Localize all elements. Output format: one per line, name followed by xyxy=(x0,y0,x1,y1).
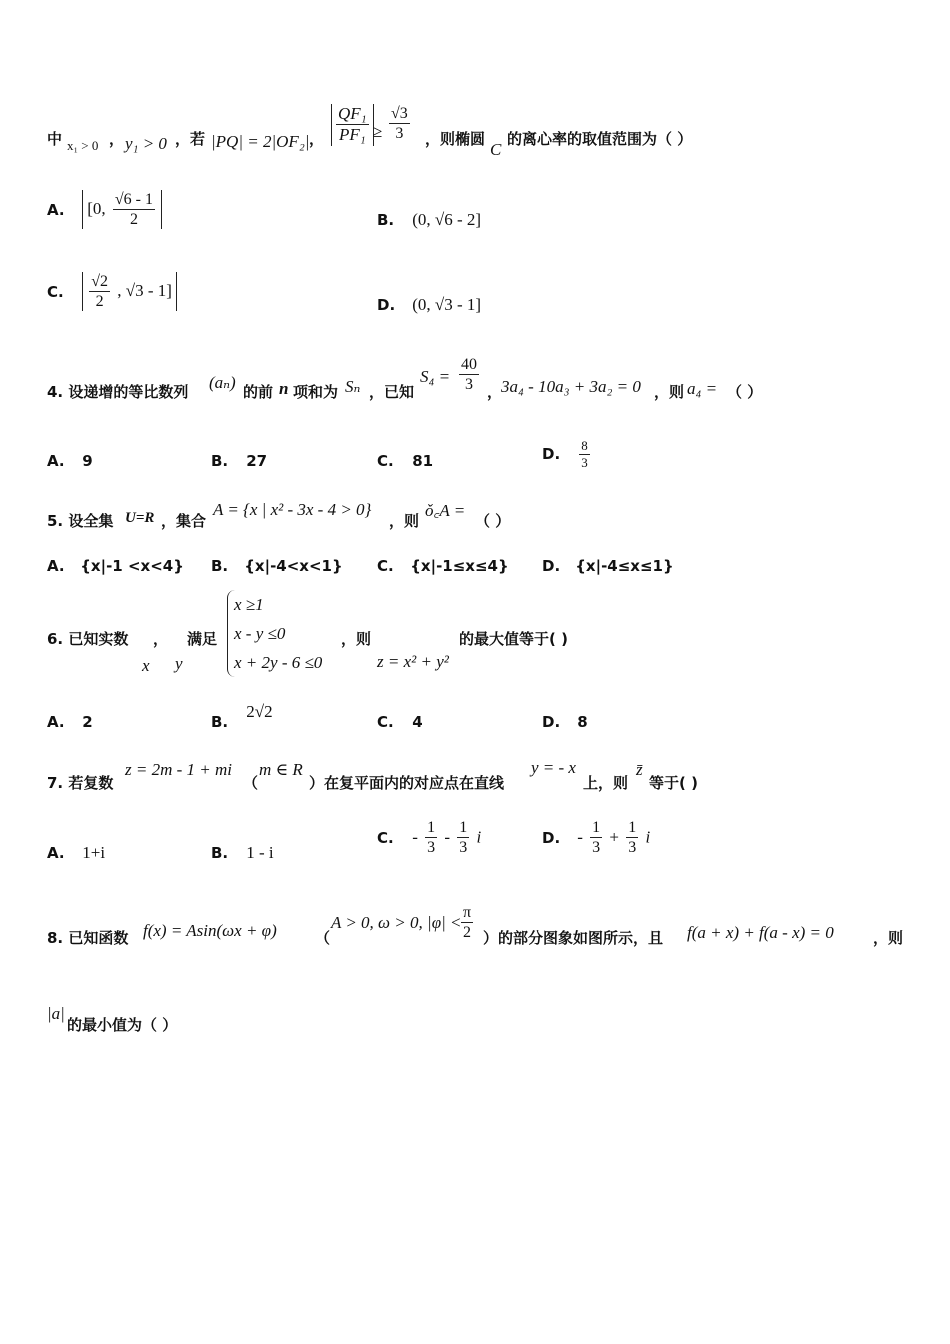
q7-option-c-post: i xyxy=(476,827,482,847)
q4-option-d[interactable] xyxy=(542,438,592,470)
q4-option-d-label: D. xyxy=(542,445,561,464)
q7-option-c-pre: - xyxy=(412,827,418,847)
q4-text-d: ，已知 xyxy=(369,383,415,401)
q6-option-c[interactable] xyxy=(377,713,423,731)
q5-option-b-text: {x|-4<x<1} xyxy=(244,557,343,575)
q3-option-d-label: D. xyxy=(377,296,396,314)
q4-text-c: 项和为 xyxy=(293,383,339,401)
q6-stem xyxy=(47,590,910,680)
q4-option-c[interactable] xyxy=(377,452,433,470)
q6-system xyxy=(227,590,322,677)
q4-a4: a₄ = xyxy=(687,379,718,398)
q7-option-a[interactable] xyxy=(47,843,105,863)
q5-option-a[interactable] xyxy=(47,557,184,575)
q8-text-a: 8. 已知函数 xyxy=(47,929,129,947)
q6-option-b[interactable] xyxy=(211,702,273,731)
q4-text-a: 4. 设递增的等比数列 xyxy=(47,383,189,401)
q3-cond2: y₁ > 0 xyxy=(125,134,167,153)
q7-lp: （ xyxy=(243,774,259,792)
q3-sep2: ，若 xyxy=(175,130,206,148)
q7-zbar: z̄ xyxy=(636,760,643,779)
q4-option-b-text: 27 xyxy=(246,452,268,470)
q5-option-d-label: D. xyxy=(542,557,561,575)
q4-s4-frac xyxy=(457,355,481,394)
q3-option-b-text: (0, √6 - 2] xyxy=(412,210,482,229)
q3-option-b-label: B. xyxy=(377,211,395,229)
q5-option-c-label: C. xyxy=(377,557,394,575)
q3-ellipse: C xyxy=(490,140,502,159)
q7-rp: ）在复平面内的对应点在直线 xyxy=(309,774,505,792)
q4-seq: (aₙ) xyxy=(209,373,236,392)
q6-option-d[interactable] xyxy=(542,713,588,731)
q5-option-c[interactable] xyxy=(377,557,509,575)
q3-rhs-den: 3 xyxy=(395,125,404,143)
q7-option-c[interactable] xyxy=(377,818,481,857)
q3-option-c-right: , √3 - 1] xyxy=(117,281,172,301)
q4-eq: 3a₄ - 10a₃ + 3a₂ = 0 xyxy=(501,377,641,396)
q3-option-d-text: (0, √3 - 1] xyxy=(412,295,482,314)
q8-pi-frac xyxy=(459,903,475,942)
q7-option-d-n1: 1 xyxy=(590,818,602,838)
q7-option-d-n2: 1 xyxy=(626,818,638,838)
q4-n: n xyxy=(279,379,289,398)
q5-stem xyxy=(47,498,910,530)
q4-s4-den: 3 xyxy=(465,376,473,394)
q4-option-c-text: 81 xyxy=(412,452,434,470)
q4-option-b[interactable] xyxy=(211,452,267,470)
q3-cond3: |PQ| = 2|OF₂| xyxy=(211,132,310,151)
q7-option-d-post: i xyxy=(645,827,651,847)
q8-abs-a: |a| xyxy=(47,1004,65,1023)
q5-u: U=R xyxy=(125,510,155,526)
q6-option-c-text: 4 xyxy=(412,713,423,731)
q3-option-c-den: 2 xyxy=(95,293,104,311)
q3-ratio-den: PF₁ xyxy=(338,125,366,145)
q3-lead: 中 xyxy=(47,130,63,148)
q8-text-b: ，则 xyxy=(873,929,904,947)
q4-s4: S₄ = xyxy=(420,367,451,386)
q8-eq: f(a + x) + f(a - x) = 0 xyxy=(687,923,834,942)
q7-option-a-text: 1+i xyxy=(82,843,106,862)
q3-ratio xyxy=(331,104,374,146)
q4-sn: Sₙ xyxy=(345,377,361,396)
q4-option-b-label: B. xyxy=(211,452,229,470)
q3-ratio-ge: ≥ xyxy=(373,122,383,141)
q7-option-c-mid: - xyxy=(444,827,451,847)
q5-set-a: A = {x | x² - 3x - 4 > 0} xyxy=(213,500,372,519)
q8-pi-den: 2 xyxy=(463,924,472,942)
q6-option-d-text: 8 xyxy=(577,713,588,731)
q8-stem-2 xyxy=(47,1000,910,1036)
q6-text-a: 6. 已知实数 xyxy=(47,630,129,648)
q3-option-a-left: [0, xyxy=(87,199,106,219)
q3-option-c-num: √2 xyxy=(89,272,110,292)
q5-option-b-label: B. xyxy=(211,557,229,575)
q5-option-b[interactable] xyxy=(211,557,343,575)
q8-cond: A > 0, ω > 0, |φ| < xyxy=(331,913,462,932)
q7-option-c-label: C. xyxy=(377,828,394,847)
q6-option-c-label: C. xyxy=(377,713,394,731)
q7-option-c-n2: 1 xyxy=(457,818,469,838)
q8-pi-num: π xyxy=(461,903,473,923)
q3-sep3: ， xyxy=(309,130,325,148)
q5-option-d-text: {x|-4≤x≤1} xyxy=(575,557,674,575)
q4-end: （ ） xyxy=(727,383,763,401)
q8-text-c: 的最小值为（ ） xyxy=(67,1016,178,1034)
q6-comma: ， xyxy=(153,630,169,648)
q7-cond: m ∈ R xyxy=(259,760,303,779)
q6-option-b-label: B. xyxy=(211,713,229,731)
q3-tail2: 的离心率的取值范围为（ ） xyxy=(507,130,693,148)
q7-text-b: 上，则 xyxy=(583,774,629,792)
q7-option-d-label: D. xyxy=(542,828,561,847)
q4-option-a[interactable] xyxy=(47,452,93,470)
q8-lp: （ xyxy=(315,929,331,947)
q3-stem xyxy=(47,104,910,164)
q6-option-a-text: 2 xyxy=(82,713,93,731)
q6-text-d: 的最大值等于( ) xyxy=(459,630,568,648)
q6-option-b-text: 2√2 xyxy=(246,702,273,721)
q3-option-a-den: 2 xyxy=(129,211,138,229)
q6-option-a[interactable] xyxy=(47,713,93,731)
q7-option-b[interactable] xyxy=(211,843,274,863)
q5-option-a-text: {x|-1 <x<4} xyxy=(80,557,184,575)
q3-ratio-num: QF₁ xyxy=(336,104,369,125)
q5-text-b: ，集合 xyxy=(161,512,207,530)
q4-option-d-num: 8 xyxy=(581,438,588,453)
q8-f: f(x) = Asin(ωx + φ) xyxy=(143,921,277,940)
q4-text-b: 的前 xyxy=(243,383,274,401)
q6-sys-2: x - y ≤0 xyxy=(234,624,286,643)
q3-rhs-num: √3 xyxy=(389,104,410,124)
q7-option-d-mid: + xyxy=(609,827,619,847)
q7-option-d-pre: - xyxy=(577,827,583,847)
q3-cond1: x₁ > 0 xyxy=(67,138,99,153)
q4-sep: ， xyxy=(487,383,503,401)
q5-comp: ǒ꜀A = xyxy=(425,501,466,520)
q5-text-c: ，则 xyxy=(389,512,420,530)
q3-option-b[interactable] xyxy=(377,210,481,230)
q7-option-c-d1: 3 xyxy=(427,839,436,857)
q4-text-e: ，则 xyxy=(654,383,685,401)
q6-option-d-label: D. xyxy=(542,713,561,731)
q6-x: x xyxy=(142,656,150,675)
q3-option-d[interactable] xyxy=(377,295,481,315)
q4-option-d-den: 3 xyxy=(581,454,588,470)
q5-option-d[interactable] xyxy=(542,557,674,575)
q6-text-c: ，则 xyxy=(341,630,372,648)
q3-tail: ，则椭圆 xyxy=(425,130,486,148)
q3-rhs xyxy=(387,104,412,143)
q3-option-c-label: C. xyxy=(47,282,64,301)
q5-text-a: 5. 设全集 xyxy=(47,512,114,530)
q4-option-a-label: A. xyxy=(47,452,65,470)
q4-s4-num: 40 xyxy=(459,355,479,375)
q4-option-a-text: 9 xyxy=(82,452,93,470)
q3-option-a-num: √6 - 1 xyxy=(113,190,155,210)
q7-text-c: 等于( ) xyxy=(649,774,698,792)
q7-option-d-d2: 3 xyxy=(628,839,637,857)
q7-line: y = - x xyxy=(531,758,576,777)
q8-stem xyxy=(47,903,910,953)
q8-rp: ）的部分图象如图所示，且 xyxy=(483,929,664,947)
q7-option-d-d1: 3 xyxy=(592,839,601,857)
q4-stem xyxy=(47,355,910,405)
q5-option-c-text: {x|-1≤x≤4} xyxy=(410,557,509,575)
q7-stem xyxy=(47,756,910,792)
q5-end: （ ） xyxy=(475,512,511,530)
q6-z: z = x² + y² xyxy=(377,652,449,671)
q3-option-c[interactable] xyxy=(47,272,177,311)
q3-option-a[interactable] xyxy=(47,190,162,229)
q6-sys-3: x + 2y - 6 ≤0 xyxy=(234,653,323,672)
q6-option-a-label: A. xyxy=(47,713,65,731)
q5-option-a-label: A. xyxy=(47,557,65,575)
q6-text-b: 满足 xyxy=(187,630,218,648)
q6-sys-1: x ≥1 xyxy=(234,595,264,614)
q3-sep1: ， xyxy=(109,130,125,148)
q7-option-c-d2: 3 xyxy=(459,839,468,857)
q6-y: y xyxy=(175,654,183,673)
q7-option-b-label: B. xyxy=(211,844,229,862)
q7-text-a: 7. 若复数 xyxy=(47,774,114,792)
q7-option-a-label: A. xyxy=(47,844,65,862)
q7-option-d[interactable] xyxy=(542,818,650,857)
q4-option-c-label: C. xyxy=(377,452,394,470)
q7-option-c-n1: 1 xyxy=(425,818,437,838)
q3-option-a-label: A. xyxy=(47,200,65,219)
q7-z: z = 2m - 1 + mi xyxy=(125,760,232,779)
q7-option-b-text: 1 - i xyxy=(246,843,274,862)
